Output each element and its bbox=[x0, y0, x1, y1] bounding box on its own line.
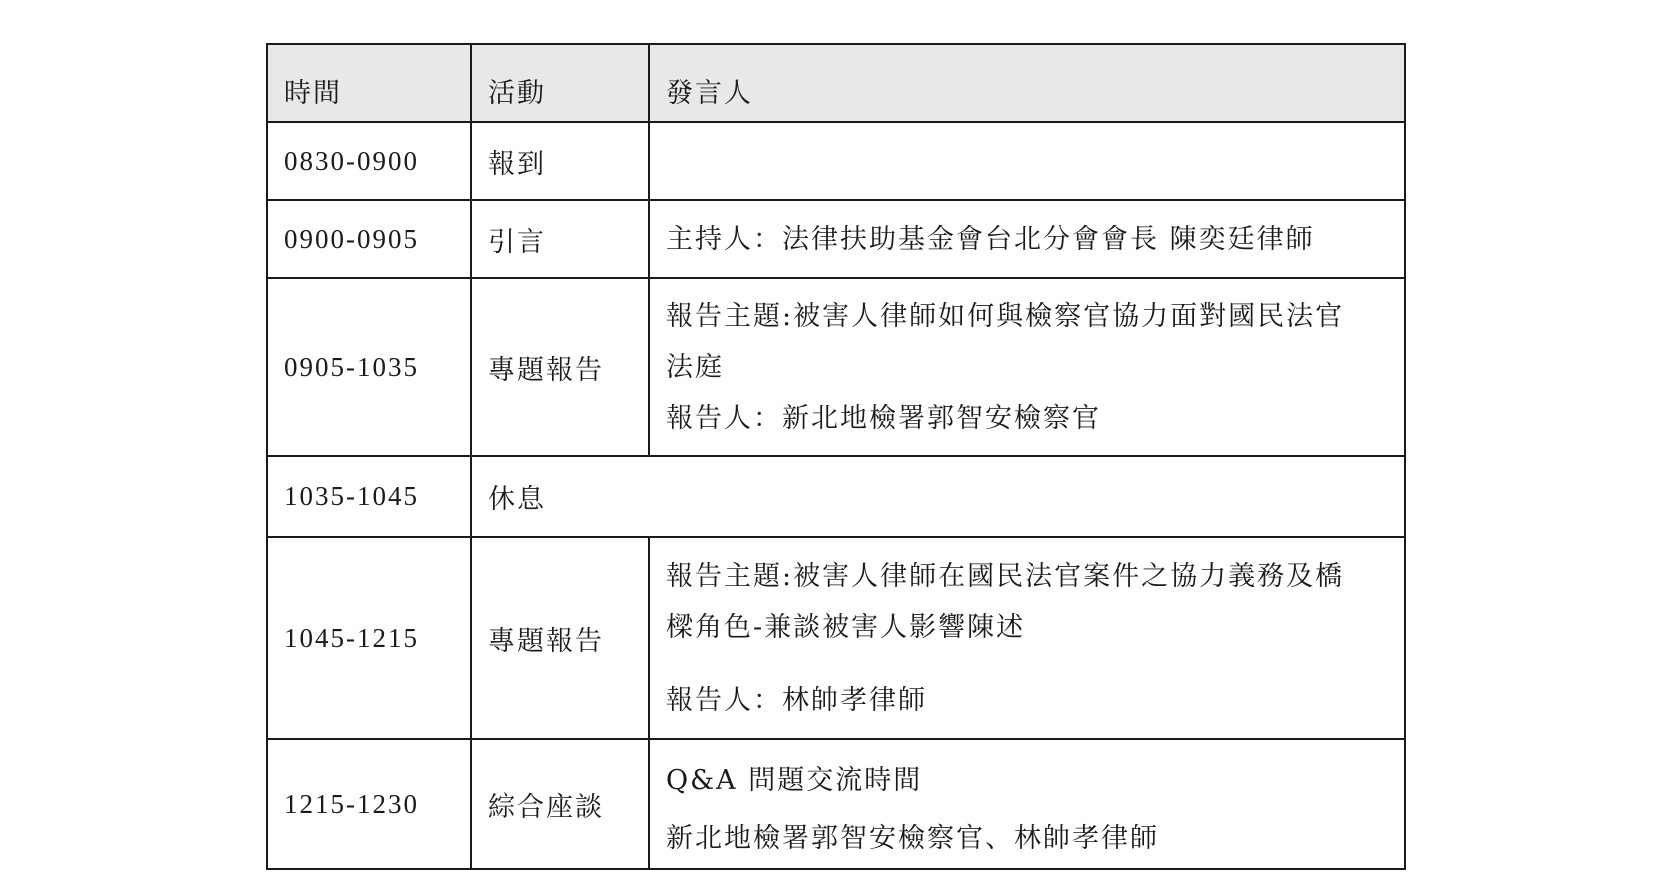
speaker-line: 樑角色-兼談被害人影響陳述 bbox=[666, 611, 1026, 643]
time-cell: 1035-1045 bbox=[267, 456, 471, 537]
table-row bbox=[267, 739, 1405, 869]
header-time: 時間 bbox=[267, 44, 471, 122]
table-row bbox=[267, 456, 1405, 537]
line-gap bbox=[666, 653, 1388, 675]
schedule-table bbox=[266, 43, 1406, 870]
speaker-line: 報告人：林帥孝律師 bbox=[666, 684, 927, 716]
speaker-cell bbox=[649, 739, 1405, 869]
time-cell: 0830-0900 bbox=[267, 122, 471, 200]
speaker-line: 報告主題:被害人律師如何與檢察官協力面對國民法官 bbox=[666, 300, 1345, 332]
speaker-line: 法庭 bbox=[666, 351, 724, 383]
header-speaker: 發言人 bbox=[649, 44, 1405, 122]
speaker-cell bbox=[649, 122, 1405, 200]
activity-cell: 休息 bbox=[471, 456, 1405, 537]
table-row bbox=[267, 537, 1405, 739]
activity-cell: 綜合座談 bbox=[471, 739, 649, 869]
speaker-line: 報告人：新北地檢署郭智安檢察官 bbox=[666, 402, 1101, 434]
header-row bbox=[267, 44, 1405, 122]
speaker-cell bbox=[649, 537, 1405, 739]
speaker-cell bbox=[649, 278, 1405, 456]
header-activity: 活動 bbox=[471, 44, 649, 122]
time-cell: 1215-1230 bbox=[267, 739, 471, 869]
activity-cell: 報到 bbox=[471, 122, 649, 200]
table-row bbox=[267, 200, 1405, 278]
speaker-line: 報告主題:被害人律師在國民法官案件之協力義務及橋 bbox=[666, 560, 1345, 592]
activity-cell: 專題報告 bbox=[471, 278, 649, 456]
time-cell: 1045-1215 bbox=[267, 537, 471, 739]
speaker-line: 新北地檢署郭智安檢察官、林帥孝律師 bbox=[666, 823, 1159, 854]
table-row bbox=[267, 122, 1405, 200]
time-cell: 0905-1035 bbox=[267, 278, 471, 456]
table-row bbox=[267, 278, 1405, 456]
speaker-line: Q&A 問題交流時間 bbox=[666, 765, 923, 796]
time-cell: 0900-0905 bbox=[267, 200, 471, 278]
speaker-line: 主持人：法律扶助基金會台北分會會長 陳奕廷律師 bbox=[666, 223, 1315, 255]
activity-cell: 專題報告 bbox=[471, 537, 649, 739]
speaker-cell bbox=[649, 200, 1405, 278]
activity-cell: 引言 bbox=[471, 200, 649, 278]
